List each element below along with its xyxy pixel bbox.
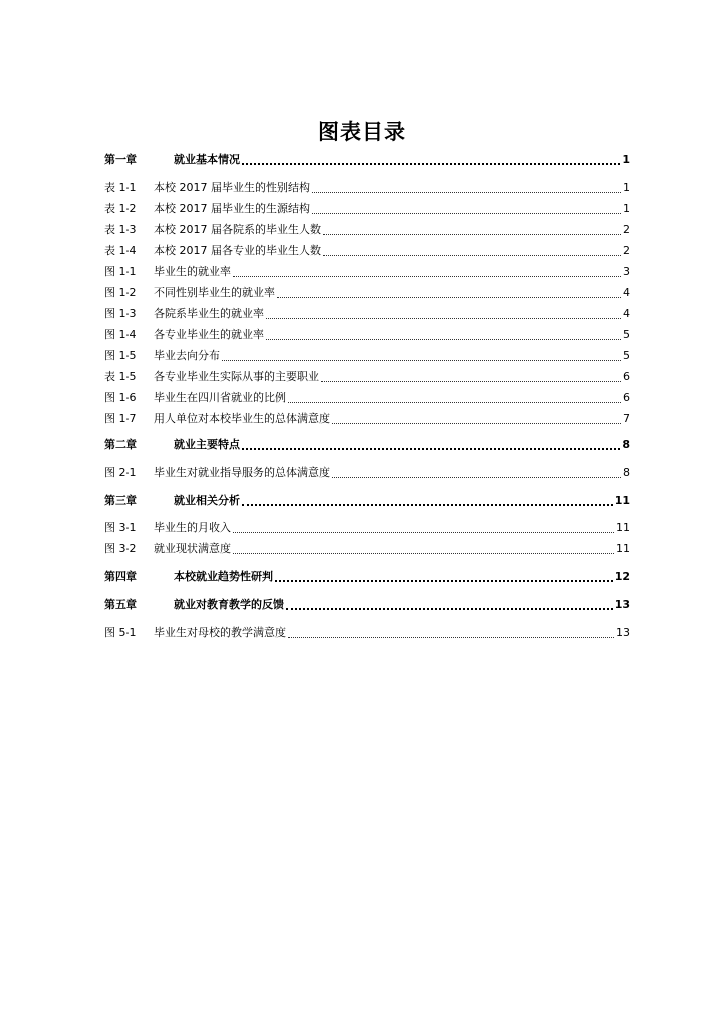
entry-title: 本校 2017 届各院系的毕业生人数 xyxy=(154,223,321,236)
dot-leader xyxy=(288,627,614,638)
entry-page-number: 1 xyxy=(622,153,630,166)
entry-label: 图 5-1 xyxy=(104,626,137,639)
dot-leader xyxy=(233,522,614,533)
entry-title: 就业基本情况 xyxy=(174,153,240,166)
entry-title: 就业对教育教学的反馈 xyxy=(174,598,284,611)
toc-entry-chapter-3[interactable] xyxy=(104,493,630,509)
entry-title: 不同性别毕业生的就业率 xyxy=(154,286,275,299)
toc-entry-chapter-1[interactable] xyxy=(104,152,630,168)
dot-leader xyxy=(275,570,613,582)
toc-entry[interactable] xyxy=(104,411,630,427)
entry-page-number: 2 xyxy=(623,223,630,236)
toc-entry[interactable] xyxy=(104,541,630,557)
entry-title: 毕业生在四川省就业的比例 xyxy=(154,391,286,404)
entry-page-number: 8 xyxy=(622,438,630,451)
toc-entry-chapter-5[interactable] xyxy=(104,597,630,613)
entry-label: 表 1-1 xyxy=(104,181,137,194)
entry-label: 第三章 xyxy=(104,494,137,507)
entry-title: 各专业毕业生实际从事的主要职业 xyxy=(154,370,319,383)
entry-label: 表 1-2 xyxy=(104,202,137,215)
dot-leader xyxy=(233,543,614,554)
toc-entry-chapter-2[interactable] xyxy=(104,437,630,453)
entry-label: 图 2-1 xyxy=(104,466,137,479)
entry-title: 用人单位对本校毕业生的总体满意度 xyxy=(154,412,330,425)
toc-entry[interactable] xyxy=(104,243,630,259)
toc-entry[interactable] xyxy=(104,348,630,364)
entry-page-number: 6 xyxy=(623,370,630,383)
entry-page-number: 4 xyxy=(623,286,630,299)
dot-leader xyxy=(323,224,621,235)
toc-entry-chapter-4[interactable] xyxy=(104,569,630,585)
dot-leader xyxy=(222,350,621,361)
toc-entry[interactable] xyxy=(104,390,630,406)
entry-page-number: 5 xyxy=(623,349,630,362)
entry-title: 毕业生对就业指导服务的总体满意度 xyxy=(154,466,330,479)
entry-label: 图 1-7 xyxy=(104,412,137,425)
dot-leader xyxy=(312,203,621,214)
toc-entry[interactable] xyxy=(104,264,630,280)
entry-label: 第四章 xyxy=(104,570,137,583)
entry-label: 图 3-2 xyxy=(104,542,137,555)
entry-page-number: 13 xyxy=(614,598,630,611)
entry-page-number: 3 xyxy=(623,265,630,278)
dot-leader xyxy=(242,153,620,165)
entry-page-number: 7 xyxy=(623,412,630,425)
dot-leader xyxy=(332,467,621,478)
toc-entry[interactable] xyxy=(104,625,630,641)
entry-page-number: 11 xyxy=(616,521,630,534)
entry-label: 表 1-4 xyxy=(104,244,137,257)
toc-entry[interactable] xyxy=(104,306,630,322)
entry-title: 本校 2017 届毕业生的生源结构 xyxy=(154,202,310,215)
entry-title: 各专业毕业生的就业率 xyxy=(154,328,264,341)
toc-entry[interactable] xyxy=(104,465,630,481)
entry-title: 就业主要特点 xyxy=(174,438,240,451)
entry-title: 就业相关分析 xyxy=(174,494,240,507)
entry-title: 毕业生对母校的教学满意度 xyxy=(154,626,286,639)
entry-label: 表 1-5 xyxy=(104,370,137,383)
entry-title: 毕业生的就业率 xyxy=(154,265,231,278)
entry-title: 就业现状满意度 xyxy=(154,542,231,555)
entry-label: 图 1-5 xyxy=(104,349,137,362)
toc-entry[interactable] xyxy=(104,520,630,536)
entry-label: 第一章 xyxy=(104,153,137,166)
entry-title: 本校就业趋势性研判 xyxy=(174,570,273,583)
entry-label: 图 3-1 xyxy=(104,521,137,534)
entry-title: 各院系毕业生的就业率 xyxy=(154,307,264,320)
toc-entry[interactable] xyxy=(104,201,630,217)
entry-title: 毕业生的月收入 xyxy=(154,521,231,534)
dot-leader xyxy=(286,598,613,610)
entry-label: 图 1-3 xyxy=(104,307,137,320)
toc-entry[interactable] xyxy=(104,369,630,385)
entry-page-number: 11 xyxy=(614,494,630,507)
dot-leader xyxy=(288,392,621,403)
entry-page-number: 12 xyxy=(614,570,630,583)
page-title: 图表目录 xyxy=(318,120,406,144)
entry-title: 本校 2017 届各专业的毕业生人数 xyxy=(154,244,321,257)
entry-page-number: 1 xyxy=(623,181,630,194)
toc-entry[interactable] xyxy=(104,222,630,238)
entry-page-number: 13 xyxy=(616,626,630,639)
dot-leader xyxy=(323,245,621,256)
dot-leader xyxy=(266,308,621,319)
entry-page-number: 8 xyxy=(623,466,630,479)
entry-page-number: 6 xyxy=(623,391,630,404)
dot-leader xyxy=(233,266,621,277)
toc-entry[interactable] xyxy=(104,327,630,343)
toc-entry[interactable] xyxy=(104,180,630,196)
entry-label: 图 1-1 xyxy=(104,265,137,278)
entry-page-number: 1 xyxy=(623,202,630,215)
entry-label: 图 1-2 xyxy=(104,286,137,299)
entry-label: 第五章 xyxy=(104,598,137,611)
dot-leader xyxy=(321,371,621,382)
entry-label: 表 1-3 xyxy=(104,223,137,236)
entry-title: 本校 2017 届毕业生的性别结构 xyxy=(154,181,310,194)
dot-leader xyxy=(266,329,621,340)
entry-page-number: 5 xyxy=(623,328,630,341)
dot-leader xyxy=(277,287,621,298)
dot-leader xyxy=(332,413,621,424)
entry-label: 第二章 xyxy=(104,438,137,451)
entry-title: 毕业去向分布 xyxy=(154,349,220,362)
entry-label: 图 1-4 xyxy=(104,328,137,341)
dot-leader xyxy=(242,438,620,450)
entry-page-number: 2 xyxy=(623,244,630,257)
entry-label: 图 1-6 xyxy=(104,391,137,404)
entry-page-number: 11 xyxy=(616,542,630,555)
entry-page-number: 4 xyxy=(623,307,630,320)
dot-leader xyxy=(242,494,613,506)
toc-entry[interactable] xyxy=(104,285,630,301)
dot-leader xyxy=(312,182,621,193)
